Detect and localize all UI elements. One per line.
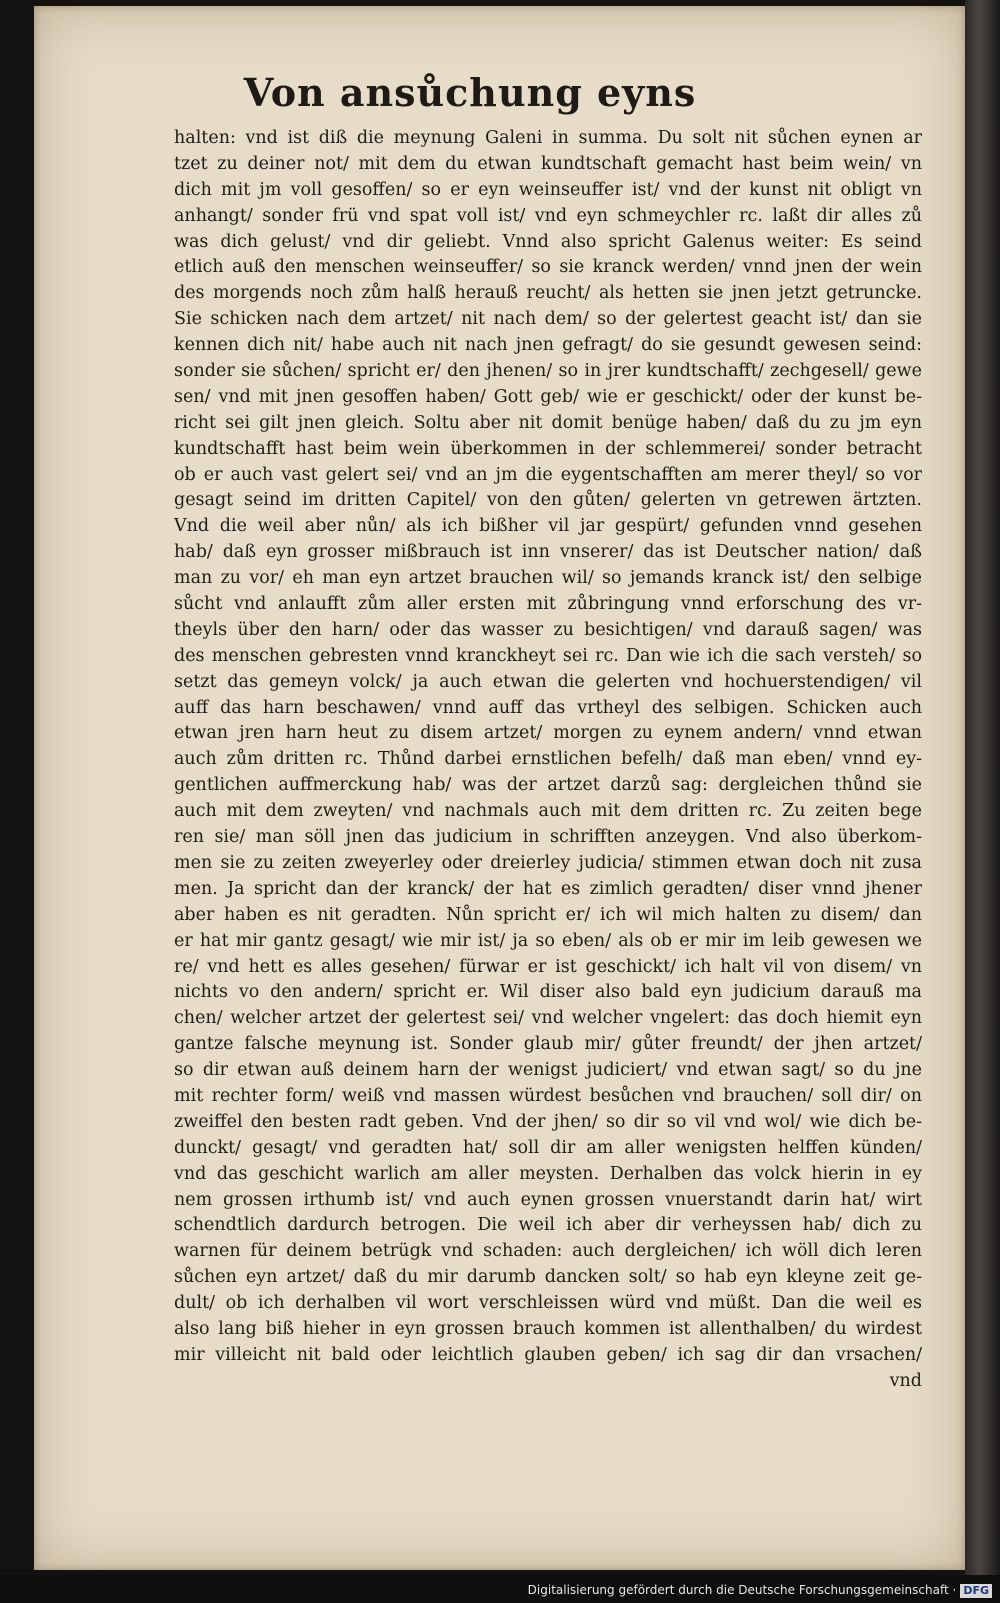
text-line: ren sie/ man söll jnen das judicium in schrifften anzeygen. Vnd also überkom- [174, 827, 922, 848]
text-line: zweiffel den besten radt geben. Vnd der jhen/ so dir so vil vnd wol/ wie dich be- [174, 1111, 922, 1132]
footer-credit [528, 1583, 992, 1598]
page-heading: Von ansůchung eyns [243, 70, 697, 115]
text-line: mir villeicht nit bald oder leichtlich glauben geben/ ich sag dir dan vrsachen/ [174, 1344, 922, 1365]
text-line: er hat mir gantz gesagt/ wie mir ist/ ja so eben/ als ob er mir im leib gewesen we [174, 930, 922, 951]
text-line: etwan jren harn heut zu disem artzet/ morgen zu eynem andern/ vnnd etwan [174, 723, 922, 744]
text-line: schendtlich dardurch betrogen. Die weil ich aber dir verheyssen hab/ dich zu [174, 1215, 922, 1236]
text-line: ob er auch vast gelert sei/ vnd an jm die eygentschafften am merer theyl/ so vor [174, 464, 922, 485]
text-line: sen/ vnd mit jnen gesoffen haben/ Gott geb/ wie er geschickt/ oder der kunst be- [174, 386, 922, 407]
text-line: kennen dich nit/ habe auch nit nach jnen gefragt/ do sie gesundt gewesen seind: [174, 335, 922, 356]
text-line: chen/ welcher artzet der gelertest sei/ vnd welcher vngelert: das doch hiemit eyn [174, 1008, 922, 1029]
text-line: was dich gelust/ vnd dir geliebt. Vnnd also spricht Galenus weiter: Es seind [174, 231, 922, 252]
text-line: aber haben es nit geradten. Nůn spricht er/ ich wil mich halten zu disem/ dan [174, 904, 922, 925]
text-line: kundtschafft hast beim wein überkommen in der schlemmerei/ sonder betracht [174, 438, 922, 459]
text-line: setzt das gemeyn volck/ ja auch etwan die gelerten vnd hochuerstendigen/ vil [174, 671, 922, 692]
text-line: auch zům dritten rc. Thůnd darbei ernstlichen befelh/ daß man eben/ vnnd ey- [174, 749, 922, 770]
text-line: also lang biß hieher in eyn grossen brauch kommen ist allenthalben/ du wirdest [174, 1318, 922, 1339]
text-line: nichts vo den andern/ spricht er. Wil diser also bald eyn judicium darauß ma [174, 982, 922, 1003]
footer-credit-text: Digitalisierung gefördert durch die Deutsche Forschungsgemeinschaft · [527, 1583, 957, 1597]
text-line: richt sei gilt jnen gleich. Soltu aber nit domit benüge haben/ daß du zu jm eyn [174, 412, 922, 433]
text-line: nem grossen irthumb ist/ vnd auch eynen grossen vnuerstandt darin hat/ wirt [174, 1189, 922, 1210]
text-line: Sie schicken nach dem artzet/ nit nach dem/ so der gelertest geacht ist/ dan sie [174, 309, 922, 330]
text-line: man zu vor/ eh man eyn artzet brauchen wil/ so jemands kranck ist/ den selbige [174, 568, 922, 589]
text-line: vnd [889, 1370, 922, 1391]
facing-page-edge [965, 0, 1000, 1575]
text-line: warnen für deinem betrügk vnd schaden: auch dergleichen/ ich wöll dich leren [174, 1241, 922, 1262]
text-line: theyls über den harn/ oder das wasser zu besichtigen/ vnd darauß sagen/ was [174, 619, 922, 640]
text-line: gesagt seind im dritten Capitel/ von den gůten/ gelerten vn getrewen ärtzten. [174, 490, 922, 511]
text-line: dult/ ob ich derhalben vil wort verschleissen würd vnd müßt. Dan die weil es [174, 1293, 922, 1314]
text-line: sůcht vnd anlaufft zům aller ersten mit zůbringung vnnd erforschung des vr- [174, 594, 922, 615]
text-line: sonder sie sůchen/ spricht er/ den jhenen/ so in jrer kundtschafft/ zechgesell/ gewe [174, 361, 922, 382]
text-line: auch mit dem zweyten/ vnd nachmals auch mit dem dritten rc. Zu zeiten bege [174, 801, 922, 822]
text-line: re/ vnd hett es alles gesehen/ fürwar er ist geschickt/ ich halt vil von disem/ vn [174, 956, 922, 977]
text-line: gantze falsche meynung ist. Sonder glaub mir/ gůter freundt/ der jhen artzet/ [174, 1034, 922, 1055]
text-line: vnd das geschicht warlich am aller meysten. Derhalben das volck hierin in ey [174, 1163, 922, 1184]
text-line: hab/ daß eyn grosser mißbrauch ist inn vnserer/ das ist Deutscher nation/ daß [174, 542, 922, 563]
text-line: auff das harn beschawen/ vnnd auff das vrtheyl des selbigen. Schicken auch [174, 697, 922, 718]
text-line: etlich auß den menschen weinseuffer/ so sie kranck werden/ vnnd jnen der wein [174, 257, 922, 278]
body-text [174, 126, 922, 1395]
text-line: dunckt/ gesagt/ vnd geradten hat/ soll dir am aller wenigsten helffen künden/ [174, 1137, 922, 1158]
text-line: mit rechter form/ weiß vnd massen würdest besůchen vnd brauchen/ soll dir/ on [174, 1085, 922, 1106]
text-line: men sie zu zeiten zweyerley oder dreierley judicia/ stimmen etwan doch nit zusa [174, 852, 922, 873]
text-line: men. Ja spricht dan der kranck/ der hat es zimlich geradten/ diser vnnd jhener [174, 878, 922, 899]
text-line: halten: vnd ist diß die meynung Galeni in summa. Du solt nit sůchen eynen ar [174, 128, 922, 148]
text-line: anhangt/ sonder frü vnd spat voll ist/ vnd eyn schmeychler rc. laßt dir alles zů [174, 205, 922, 226]
text-line: des menschen gebresten vnnd kranckheyt sei rc. Dan wie ich die sach versteh/ so [174, 645, 922, 666]
text-line: Vnd die weil aber nůn/ als ich bißher vil jar gespürt/ gefunden vnnd gesehen [174, 516, 922, 537]
text-line: tzet zu deiner not/ mit dem du etwan kundtschaft gemacht hast beim wein/ vn [174, 153, 922, 174]
text-line: dich mit jm voll gesoffen/ so er eyn weinseuffer ist/ vnd der kunst nit obligt vn [174, 179, 922, 200]
text-line: so dir etwan auß deinem harn der wenigst judiciert/ vnd etwan sagt/ so du jne [174, 1060, 922, 1081]
text-line: gentlichen auffmerckung hab/ was der artzet darzů sag: dergleichen thůnd sie [174, 775, 922, 796]
dfg-logo-icon: DFG [960, 1584, 992, 1598]
text-line: des morgends noch zům halß herauß reucht/ als hetten sie jnen jetzt getruncke. [174, 283, 922, 304]
text-line: sůchen eyn artzet/ daß du mir darumb dancken solt/ so hab eyn kleyne zeit ge- [174, 1267, 922, 1288]
